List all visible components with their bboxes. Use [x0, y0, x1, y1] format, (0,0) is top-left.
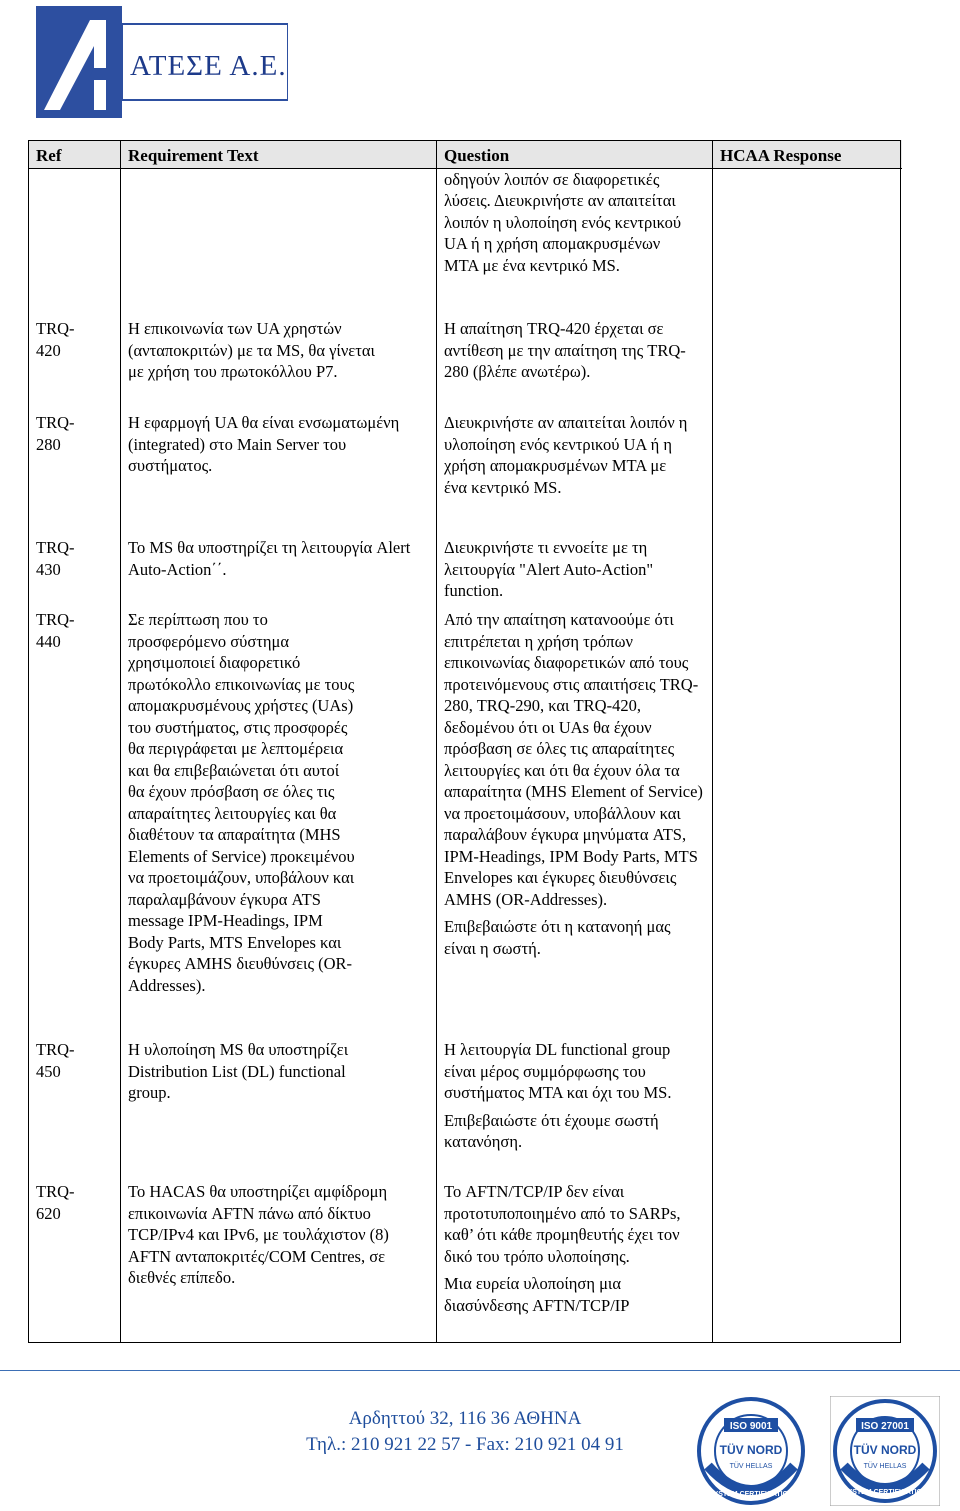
- response-cell: [712, 609, 902, 1039]
- ref-cell: TRQ-430: [36, 538, 75, 579]
- requirement-cell: Η υλοποίηση MS θα υποστηρίζει Distribution List (DL) functional group.: [128, 1040, 349, 1102]
- table-row: [28, 609, 902, 1039]
- question-cell: Το AFTN/TCP/IP δεν είναι προτοτυποποιημένο από το SARPs, καθ’ ότι κάθε προμηθευτής έχει τον δικό του τρόπο υλοποίησης. Μια ευρεία υλοποίηση μια διασύνδεσης AFTN/TCP/IP: [444, 1182, 681, 1315]
- certification-seal-icon: [830, 1396, 940, 1506]
- response-cell: [712, 1039, 902, 1181]
- svg-text:SYSTEM CERTIFICATION: SYSTEM CERTIFICATION: [842, 1489, 928, 1496]
- response-cell: [712, 537, 902, 609]
- ref-cell: TRQ-420: [36, 319, 75, 360]
- svg-text:ISO 9001: ISO 9001: [729, 1421, 773, 1432]
- column-divider: [436, 140, 437, 1343]
- ref-cell: TRQ-450: [36, 1040, 75, 1081]
- footer-address: Αρδηττού 32, 116 36 ΑΘΗΝΑ: [348, 1408, 582, 1429]
- requirement-cell: Η επικοινωνία των UA χρηστών (ανταποκριτών) με τα MS, θα γίνεται με χρήση του πρωτοκόλλου P7.: [128, 319, 375, 381]
- requirement-cell: Η εφαρμογή UA θα είναι ενσωματωμένη (integrated) στο Main Server του συστήματος.: [128, 413, 400, 475]
- question-cell: [436, 168, 712, 318]
- ref-cell: TRQ-620: [36, 1182, 75, 1223]
- table-row: [28, 1039, 902, 1181]
- header-question: Question: [436, 140, 712, 168]
- continued-question: οδηγούν λοιπόν σε διαφορετικές λύσεις. Διευκρινήστε αν απαιτείται λοιπόν η υλοποίηση ενός κεντρικού UA ή η χρήση απομακρυσμένων MTA με ένα κεντρικό MS.: [444, 169, 682, 275]
- company-name: ΑΤΕΣΕ Α.Ε.: [130, 50, 287, 82]
- svg-text:TÜV HELLAS: TÜV HELLAS: [863, 1463, 907, 1470]
- requirements-table: [28, 140, 902, 1341]
- header-requirement-text: Requirement Text: [120, 140, 436, 168]
- header-ref: Ref: [28, 140, 120, 168]
- question-cell: Η απαίτηση TRQ-420 έρχεται σε αντίθεση με την απαίτηση της TRQ-280 (βλέπε ανωτέρω).: [444, 319, 686, 381]
- footer-phone: Τηλ.: 210 921 22 57 - Fax: 210 921 04 91: [306, 1434, 624, 1455]
- certification-seal-icon: [696, 1396, 806, 1506]
- iso-9001-badge: [696, 1396, 806, 1506]
- requirement-cell: Το MS θα υποστηρίζει τη λειτουργία Alert Auto-Action΄΄.: [128, 538, 411, 579]
- header-hcaa-response: HCAA Response: [712, 140, 902, 168]
- table-row: [28, 168, 902, 318]
- svg-text:SYSTEM CERTIFICATION: SYSTEM CERTIFICATION: [708, 1491, 794, 1498]
- ref-cell: TRQ-440: [36, 610, 75, 651]
- question-cell: Διευκρινήστε τι εννοείτε με τη λειτουργία "Alert Auto-Action" function.: [444, 538, 654, 600]
- svg-text:ISO 27001: ISO 27001: [861, 1421, 909, 1432]
- table-row: [28, 1181, 902, 1341]
- table-header-row: [28, 140, 902, 168]
- svg-text:TÜV NORD: TÜV NORD: [719, 1443, 783, 1457]
- table-row: [28, 412, 902, 537]
- footer-divider: [0, 1370, 960, 1371]
- column-divider: [712, 140, 713, 1343]
- question-cell: Διευκρινήστε αν απαιτείται λοιπόν η υλοποίηση ενός κεντρικού UA ή η χρήση απομακρυσμένων MTA με ένα κεντρικό MS.: [444, 413, 688, 497]
- svg-text:TÜV NORD: TÜV NORD: [853, 1443, 917, 1457]
- response-cell: [712, 412, 902, 537]
- ref-cell: TRQ-280: [36, 413, 75, 454]
- company-logo: [36, 6, 288, 118]
- question-cell: Η λειτουργία DL functional group είναι μέρος συμμόρφωσης του συστήματος MTA και όχι του MS. Επιβεβαιώστε ότι έχουμε σωστή κατανόηση.: [444, 1040, 672, 1151]
- svg-text:TÜV HELLAS: TÜV HELLAS: [729, 1463, 773, 1470]
- requirement-cell: Το HACAS θα υποστηρίζει αμφίδρομη επικοινωνία AFTN πάνω από δίκτυο TCP/IPv4 και IPv6, με τουλάχιστον (8) AFTN ανταποκριτές/COM Centres, σε διεθνές επίπεδο.: [128, 1182, 389, 1287]
- table-row: [28, 318, 902, 412]
- requirement-cell: Σε περίπτωση που το προσφερόμενο σύστημα χρησιμοποιεί διαφορετικό πρωτόκολλο επικοινωνίας με τους απομακρυσμένους χρήστες (UAs) του συστήματος, στις προσφορές θα περιγράφεται με λεπτομέρεια και θα επιβεβαιώνεται ότι αυτοί θα έχουν πρόσβαση σε όλες τις απαραίτητες λειτουργίες και θα διαθέτουν τα απαραίτητα (MHS Elements of Service) προκειμένου να προετοιμάζουν, υποβάλουν και παραλαμβάνουν έγκυρα ATS message IPM-Headings, IPM Body Parts, MTS Envelopes και έγκυρες AMHS διευθύνσεις (OR-Addresses).: [128, 610, 355, 995]
- column-divider: [120, 140, 121, 1343]
- iso-27001-badge: [830, 1396, 940, 1506]
- question-cell: Από την απαίτηση κατανοούμε ότι επιτρέπεται η χρήση τρόπων επικοινωνίας διαφορετικών από τους προτεινόμενους στις απαιτήσεις TRQ-280, TRQ-290, και TRQ-420, δεδομένου ότι οι UAs θα έχουν πρόσβαση σε όλες τις απαραίτητες λειτουργίες και ότι θα έχουν όλα τα απαραίτητα (MHS Element of Service) να προετοιμάσουν, υποβάλλουν και παραλάβουν έγκυρα μηνύματα ATS, IPM-Headings, IPM Body Parts, MTS Envelopes και έγκυρες διευθύνσεις AMHS (OR-Addresses). Επιβεβαιώστε ότι η κατανοηή μας είναι η σωστή.: [444, 610, 703, 958]
- response-cell: [712, 1181, 902, 1341]
- response-cell: [712, 318, 902, 412]
- table-row: [28, 537, 902, 609]
